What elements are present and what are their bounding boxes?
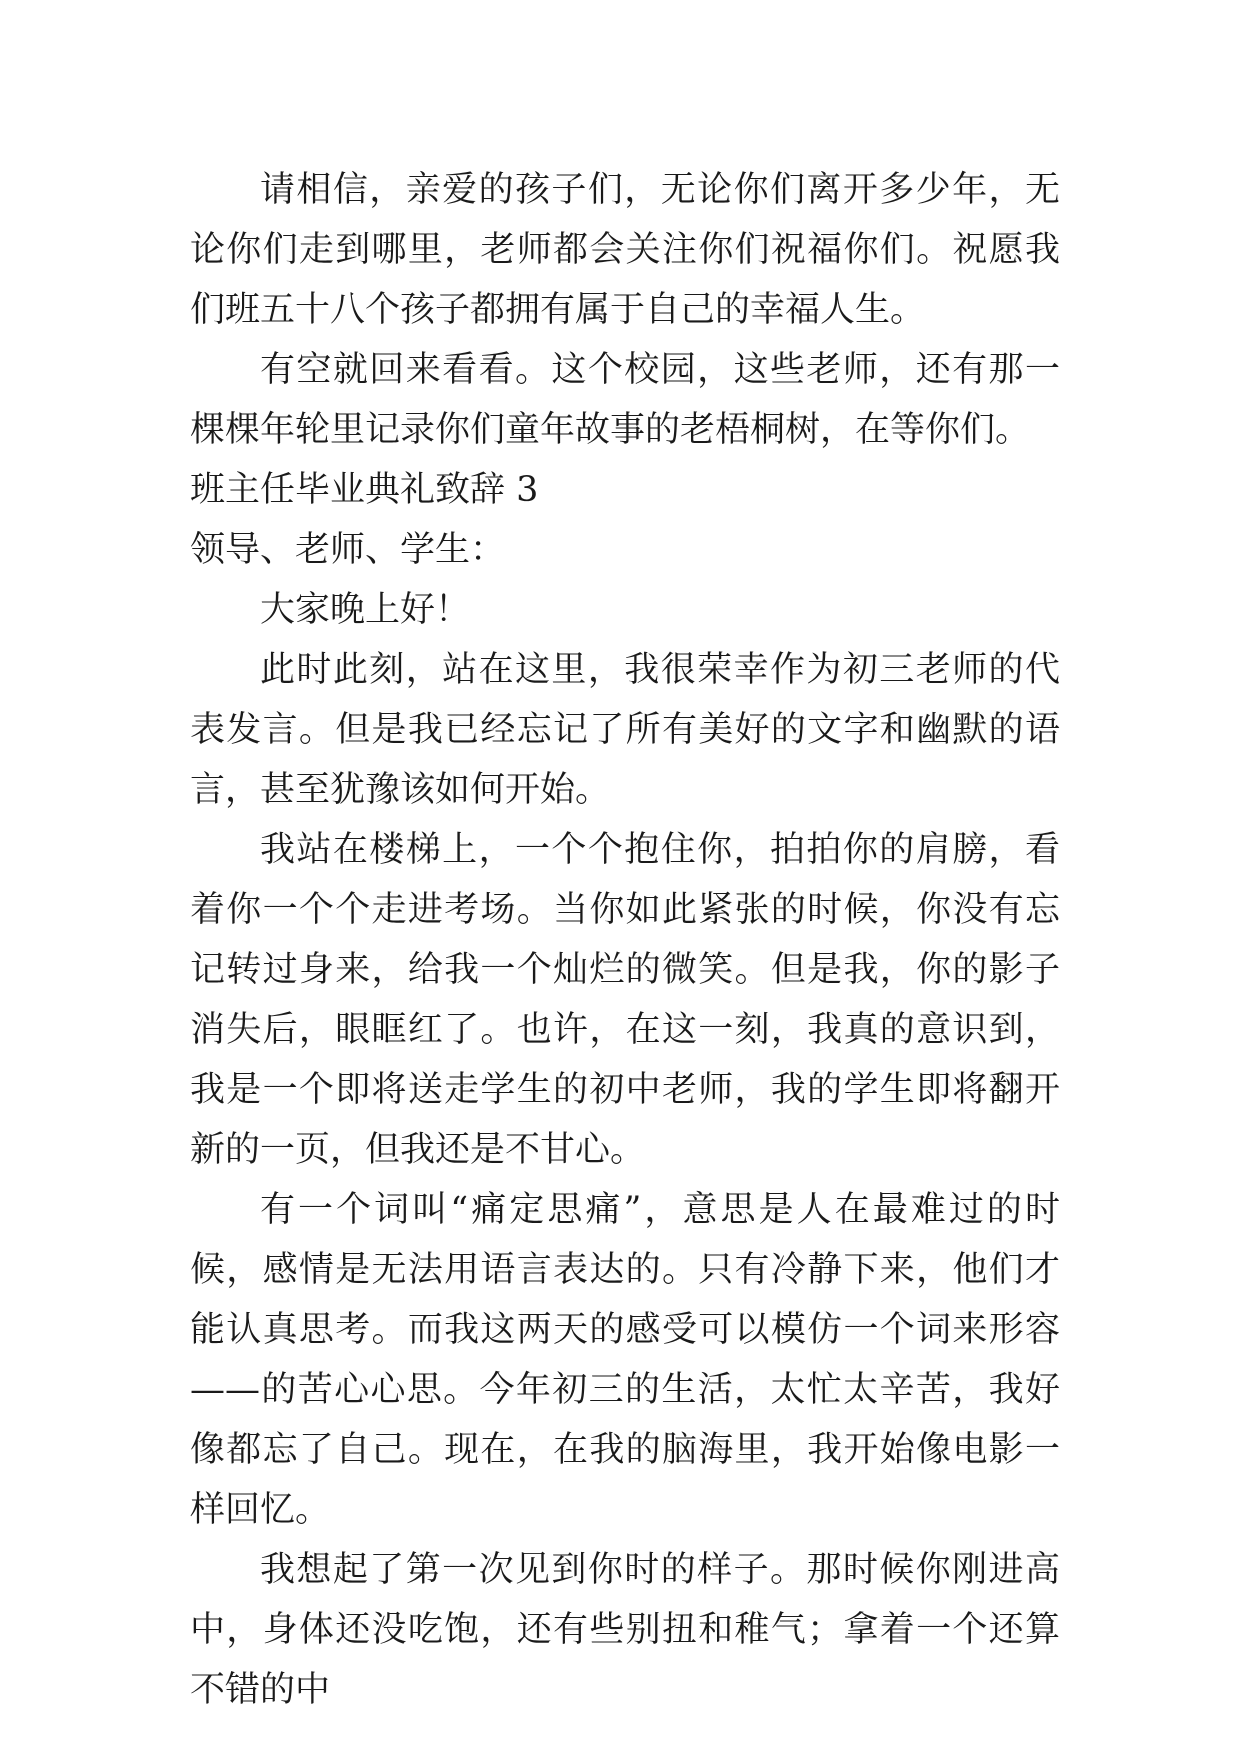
paragraph: 请相信，亲爱的孩子们，无论你们离开多少年，无论你们走到哪里，老师都会关注你们祝福你们。祝愿我们班五十八个孩子都拥有属于自己的幸福人生。 [190,170,1060,330]
section-heading: 班主任毕业典礼致辞 3 [190,470,539,510]
document-body [190,160,1060,1720]
paragraph: 有一个词叫“痛定思痛”，意思是人在最难过的时候，感情是无法用语言表达的。只有冷静下来，他们才能认真思考。而我这两天的感受可以模仿一个词来形容——的苦心心思。今年初三的生活，太忙太辛苦，我好像都忘了自己。现在，在我的脑海里，我开始像电影一样回忆。 [190,1190,1060,1530]
salutation: 领导、老师、学生： [190,530,506,570]
paragraph: 我站在楼梯上，一个个抱住你，拍拍你的肩膀，看着你一个个走进考场。当你如此紧张的时候，你没有忘记转过身来，给我一个灿烂的微笑。但是我，你的影子消失后，眼眶红了。也许，在这一刻，我真的意识到，我是一个即将送走学生的初中老师，我的学生即将翻开新的一页，但我还是不甘心。 [190,830,1060,1170]
paragraph: 此时此刻，站在这里，我很荣幸作为初三老师的代表发言。但是我已经忘记了所有美好的文字和幽默的语言，甚至犹豫该如何开始。 [190,650,1060,810]
greeting-line: 大家晚上好！ [260,590,471,630]
paragraph: 有空就回来看看。这个校园，这些老师，还有那一棵棵年轮里记录你们童年故事的老梧桐树，在等你们。 [190,350,1060,450]
paragraph: 我想起了第一次见到你时的样子。那时候你刚进高中，身体还没吃饱，还有些别扭和稚气；拿着一个还算不错的中 [190,1550,1060,1710]
